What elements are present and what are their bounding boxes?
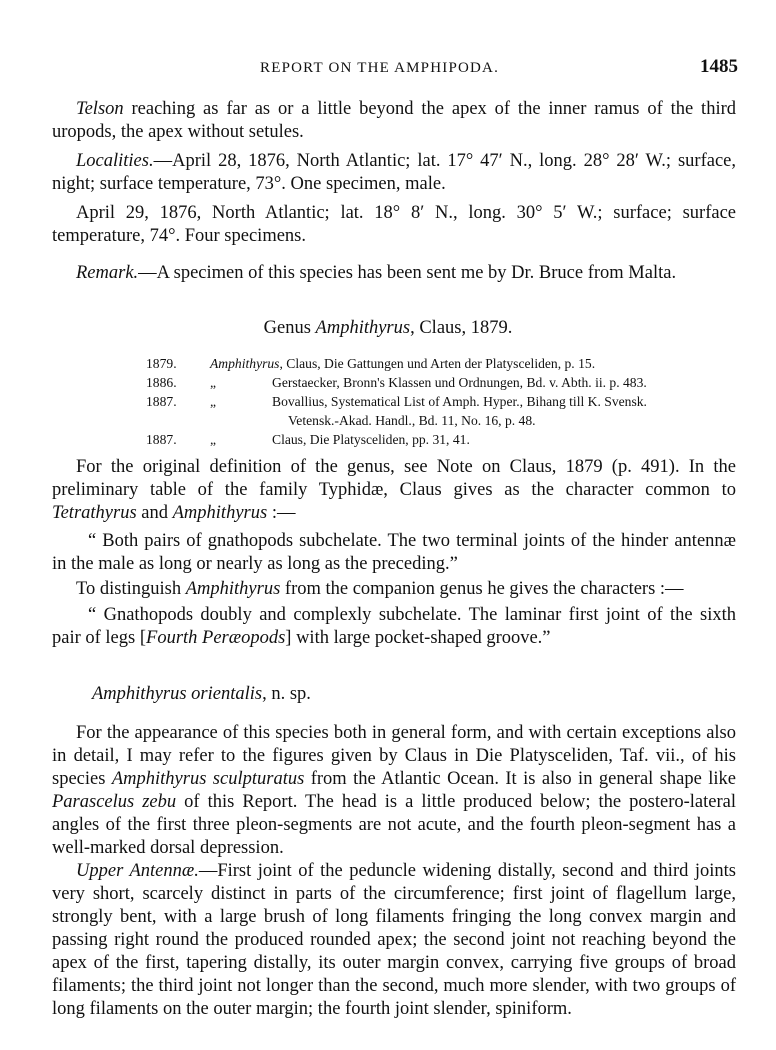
species-name: Amphithyrus orientalis bbox=[92, 684, 263, 704]
running-title: REPORT ON THE AMPHIPODA. bbox=[260, 60, 500, 76]
telson-paragraph bbox=[52, 98, 736, 144]
synonymy-row bbox=[146, 354, 738, 373]
definition-paragraph bbox=[52, 456, 736, 525]
running-head bbox=[48, 56, 738, 82]
definition-text: For the original definition of the genus, see Note on Claus, 1879 (p. 491). In the preliminary table of the family Typhidæ, Claus gives as the character common to bbox=[52, 457, 736, 500]
localities-second-paragraph: April 29, 1876, North Atlantic; lat. 18° 8′ N., long. 30° 5′ W.; surface; surface temperature, 74°. Four specimens. bbox=[52, 203, 736, 246]
appearance-species-1: Amphithyrus sculpturatus bbox=[111, 769, 305, 789]
synonymy-row bbox=[146, 430, 738, 449]
quote-two-pre: “ Gnathopods doubly and complexly subchelate. The laminar first joint of the sixth pair of legs [ bbox=[52, 605, 736, 648]
quote-one: “ Both pairs of gnathopods subchelate. The two terminal joints of the hinder antennæ in the male as long or nearly as long as the preceding.” bbox=[52, 531, 736, 574]
appearance-text-2: from the Atlantic Ocean. It is also in general shape like bbox=[304, 769, 736, 789]
synonymy-list bbox=[146, 354, 738, 449]
quote-two bbox=[52, 604, 736, 650]
synonymy-text: Bovallius, Systematical List of Amph. Hyper., Bihang till K. Svensk. bbox=[272, 394, 647, 409]
quote-two-post: ] with large pocket-shaped groove.” bbox=[285, 628, 551, 648]
localities-text: —April 28, 1876, North Atlantic; lat. 17° 47′ N., long. 28° 28′ W.; surface, night; surface temperature, 73°. One specimen, male. bbox=[52, 151, 736, 194]
upper-antennae-lead: Upper Antennæ. bbox=[76, 861, 199, 881]
synonymy-text: Claus, Die Platysceliden, pp. 31, 41. bbox=[272, 432, 470, 447]
definition-and: and bbox=[136, 503, 173, 523]
remark-paragraph bbox=[52, 262, 736, 285]
appearance-text-3: of this Report. The head is a little produced below; the postero-lateral angles of the first three pleon-segments are not acute, and the fourth pleon-segment has a well-marked dorsal depression. bbox=[52, 792, 736, 858]
telson-lead: Telson bbox=[76, 99, 124, 119]
definition-genus-tetrathyrus: Tetrathyrus bbox=[52, 503, 137, 523]
telson-text: reaching as far as or a little beyond the apex of the inner ramus of the third uropods, the apex without setules. bbox=[52, 99, 736, 142]
localities-paragraph bbox=[52, 150, 736, 196]
genus-name: Amphithyrus bbox=[315, 318, 411, 338]
appearance-species-2: Parascelus zebu bbox=[52, 792, 177, 812]
upper-antennae-paragraph bbox=[52, 860, 736, 1021]
synonymy-year: 1887. bbox=[146, 394, 177, 409]
synonymy-text: , Claus, Die Gattungen und Arten der Platysceliden, p. 15. bbox=[279, 356, 596, 371]
synonymy-genus: Amphithyrus bbox=[210, 356, 280, 371]
quote-two-italic: Fourth Peræopods bbox=[146, 628, 286, 648]
definition-genus-amphithyrus: Amphithyrus bbox=[172, 503, 268, 523]
synonymy-row bbox=[146, 373, 738, 392]
synonymy-continuation: Vetensk.-Akad. Handl., Bd. 11, No. 16, p. 48. bbox=[288, 413, 536, 428]
ditto-mark: „ bbox=[210, 394, 217, 409]
synonymy-row bbox=[146, 392, 738, 411]
synonymy-year: 1886. bbox=[146, 375, 177, 390]
distinguish-genus: Amphithyrus bbox=[185, 579, 281, 599]
synonymy-year: 1887. bbox=[146, 432, 177, 447]
distinguish-pre: To distinguish bbox=[76, 579, 186, 599]
genus-prefix: Genus bbox=[263, 318, 316, 338]
ditto-mark: „ bbox=[210, 375, 217, 390]
ditto-mark: „ bbox=[210, 432, 217, 447]
definition-colon: :— bbox=[267, 503, 296, 523]
appearance-text-1: For the appearance of this species both in general form, and with certain exceptions also in detail, I may refer to the figures given by Claus in Die Platysceliden, Taf. vii., of his species bbox=[52, 723, 736, 789]
remark-lead: Remark. bbox=[76, 263, 139, 283]
page-number: 1485 bbox=[700, 56, 738, 77]
localities-lead: Localities. bbox=[76, 151, 154, 171]
genus-suffix: , Claus, 1879. bbox=[410, 318, 513, 338]
synonymy-text: Gerstaecker, Bronn's Klassen und Ordnungen, Bd. v. Abth. ii. p. 483. bbox=[272, 375, 647, 390]
upper-antennae-text: —First joint of the peduncle widening distally, second and third joints very short, scarcely distinct in parts of the circumference; first joint of flagellum large, strongly bent, with a large brush of long filaments fringing the long convex margin and passing right round the produced rounded apex; the second joint not reaching beyond the apex of the first, tapering distally, its outer margin convex, carrying five groups of broad filaments; the third joint not longer than the second, much more slender, with two groups of long filaments on the outer margin; the fourth joint slender, spiniform. bbox=[52, 861, 736, 1019]
species-heading bbox=[92, 684, 311, 705]
remark-text: —A specimen of this species has been sent me by Dr. Bruce from Malta. bbox=[138, 263, 677, 283]
genus-heading bbox=[0, 318, 776, 339]
species-suffix: , n. sp. bbox=[262, 684, 311, 704]
synonymy-year: 1879. bbox=[146, 356, 177, 371]
appearance-paragraph bbox=[52, 722, 736, 860]
distinguish-paragraph bbox=[52, 578, 736, 601]
distinguish-post: from the companion genus he gives the characters :— bbox=[280, 579, 684, 599]
